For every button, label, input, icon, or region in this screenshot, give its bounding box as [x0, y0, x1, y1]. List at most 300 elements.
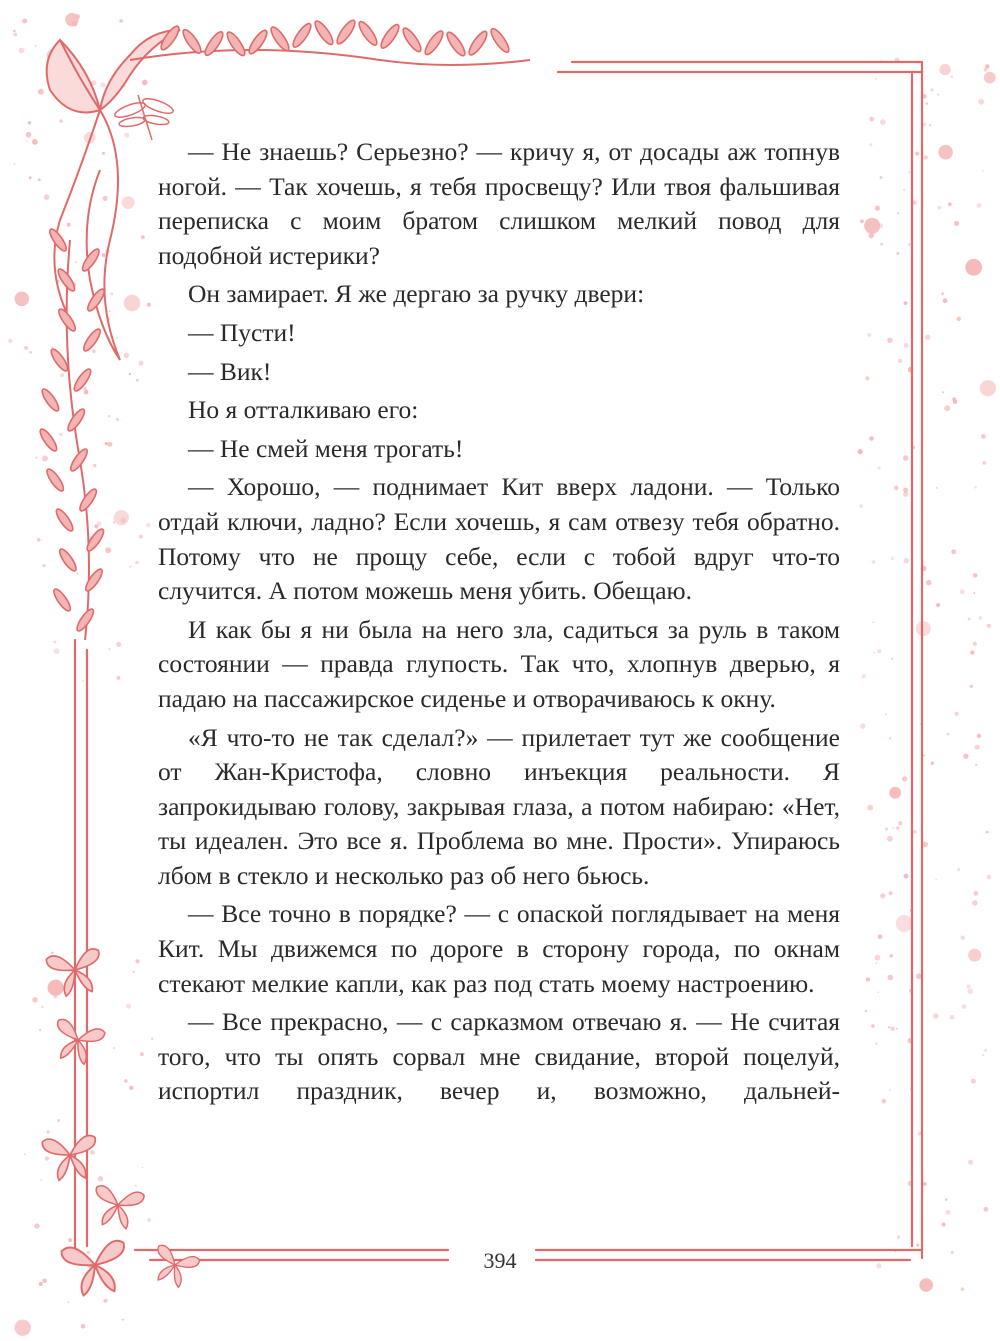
splatter-dot	[984, 1049, 987, 1052]
splatter-dot	[926, 102, 928, 104]
splatter-dot	[63, 965, 69, 971]
splatter-dot	[57, 1119, 60, 1122]
splatter-dot	[897, 1237, 899, 1239]
splatter-dot	[107, 317, 110, 320]
splatter-dot	[108, 648, 110, 650]
splatter-dot	[29, 176, 32, 179]
splatter-dot	[968, 949, 981, 962]
splatter-dot	[100, 82, 105, 87]
leaf-icon	[180, 27, 203, 55]
splatter-dot	[129, 373, 131, 375]
splatter-dot	[878, 935, 883, 940]
paragraph: — Вик!	[188, 356, 272, 386]
splatter-dot	[14, 292, 29, 307]
splatter-dot	[116, 337, 118, 339]
splatter-dot	[970, 685, 973, 688]
splatter-dot	[876, 962, 878, 964]
paragraph: Но я отталкиваю его:	[188, 395, 419, 425]
paragraph: И как бы я ни была на него зла, садиться за руль в таком состоянии — правда глупость. Так что, хлопнув дверью, я падаю на пассажирское сиденье и отворачиваюсь к окну.	[158, 614, 840, 713]
splatter-dot	[970, 651, 974, 655]
splatter-dot	[82, 680, 84, 682]
leaf-icon	[56, 307, 78, 333]
splatter-dot	[935, 879, 937, 881]
splatter-dot	[896, 826, 900, 830]
splatter-dot	[110, 292, 113, 295]
splatter-dot	[83, 387, 87, 391]
splatter-dot	[972, 900, 978, 906]
splatter-dot	[8, 339, 12, 343]
splatter-dot	[890, 954, 893, 957]
splatter-dot	[880, 176, 883, 179]
splatter-dot	[67, 223, 71, 227]
splatter-dot	[903, 488, 908, 493]
splatter-dot	[39, 1282, 43, 1286]
splatter-dot	[147, 1218, 151, 1222]
splatter-dot	[43, 564, 46, 567]
splatter-dot	[94, 524, 98, 528]
splatter-dot	[973, 573, 978, 578]
splatter-dot	[126, 1004, 131, 1009]
splatter-dot	[13, 33, 17, 37]
splatter-dot	[931, 88, 934, 91]
leaf-icon	[81, 327, 103, 353]
splatter-dot	[51, 952, 54, 955]
splatter-dot	[142, 80, 148, 86]
splatter-dot	[951, 1251, 954, 1254]
butterfly-icon	[49, 1018, 106, 1067]
splatter-dot	[124, 1079, 127, 1082]
splatter-dot	[85, 621, 89, 625]
splatter-dot	[15, 1320, 31, 1336]
splatter-dot	[894, 485, 899, 490]
splatter-dot	[887, 836, 893, 842]
splatter-dot	[904, 874, 909, 879]
splatter-dot	[948, 202, 952, 206]
splatter-dot	[973, 592, 975, 594]
paragraph: Он замирает. Я же дергаю за ручку двери:	[188, 279, 645, 309]
splatter-dot	[869, 117, 874, 122]
splatter-dot	[32, 997, 37, 1002]
splatter-dot	[923, 1182, 927, 1186]
splatter-dot	[943, 298, 948, 303]
splatter-dot	[110, 82, 115, 87]
splatter-dot	[90, 536, 95, 541]
splatter-dot	[87, 1172, 89, 1174]
splatter-dot	[130, 308, 132, 310]
leaf-icon	[47, 227, 69, 253]
splatter-dot	[967, 984, 971, 988]
splatter-dot	[912, 446, 916, 450]
splatter-dot	[865, 376, 869, 380]
splatter-dot	[35, 45, 37, 47]
splatter-dot	[908, 243, 911, 246]
splatter-dot	[955, 712, 959, 716]
splatter-dot	[26, 140, 28, 142]
splatter-dot	[860, 219, 864, 223]
splatter-dot	[860, 723, 865, 728]
splatter-dot	[973, 891, 978, 896]
paragraph: — Пусти!	[188, 317, 296, 347]
leaf-icon	[56, 267, 78, 293]
splatter-dot	[28, 121, 31, 124]
splatter-dot	[952, 397, 956, 401]
leaf-icon	[77, 487, 99, 513]
splatter-dot	[929, 124, 931, 126]
splatter-dot	[123, 86, 125, 88]
splatter-dot	[982, 170, 984, 172]
splatter-dot	[963, 754, 968, 759]
splatter-dot	[871, 1024, 874, 1027]
splatter-dot	[889, 1089, 891, 1091]
splatter-dot	[102, 196, 107, 201]
splatter-dot	[136, 379, 139, 382]
splatter-dot	[77, 572, 79, 574]
splatter-dot	[133, 971, 135, 973]
splatter-dot	[987, 875, 992, 880]
butterfly-icon	[42, 1135, 99, 1181]
splatter-dot	[75, 14, 80, 19]
splatter-dot	[891, 557, 894, 560]
splatter-dot	[968, 618, 971, 621]
splatter-dot	[893, 827, 895, 829]
splatter-dot	[916, 1243, 919, 1246]
splatter-dot	[124, 295, 141, 312]
splatter-dot	[912, 200, 916, 204]
splatter-dot	[965, 259, 982, 276]
leaf-icon	[312, 19, 335, 47]
splatter-dot	[84, 390, 89, 395]
splatter-dot	[925, 335, 930, 340]
splatter-dot	[880, 119, 886, 125]
splatter-dot	[882, 1099, 887, 1104]
leaf-icon	[51, 587, 73, 613]
splatter-dot	[977, 734, 981, 738]
splatter-dot	[951, 76, 953, 78]
splatter-dot	[91, 80, 96, 85]
splatter-dot	[865, 1010, 868, 1013]
splatter-dot	[885, 714, 887, 716]
splatter-dot	[907, 1038, 912, 1043]
splatter-dot	[938, 145, 953, 160]
paragraph: — Хорошо, — поднимает Кит вверх ладони. — Только отдай ключи, ладно? Если хочешь, я сам отвезу тебя обратно. Потому что не прощу себе, если с тобой вдруг что-то случится. А потом можешь меня убить. Обещаю.	[158, 472, 840, 606]
splatter-dot	[98, 1176, 103, 1181]
splatter-dot	[957, 868, 960, 871]
splatter-dot	[116, 418, 119, 421]
splatter-dot	[51, 346, 53, 348]
splatter-dot	[880, 60, 882, 62]
page-number: 394	[483, 1248, 517, 1273]
leaf-icon	[80, 247, 102, 273]
splatter-dot	[114, 510, 129, 525]
splatter-dot	[19, 48, 25, 54]
splatter-dot	[869, 143, 872, 146]
splatter-dot	[44, 194, 50, 200]
splatter-dot	[61, 489, 64, 492]
splatter-dot	[984, 68, 988, 72]
splatter-dot	[872, 560, 875, 563]
splatter-dot	[904, 343, 909, 348]
splatter-dot	[142, 1167, 144, 1169]
splatter-dot	[888, 975, 894, 981]
paragraph: — Все прекрасно, — с сарказмом отвечаю я. — Не считая того, что ты опять сорвал мне свидание, второй поцелуй, испортил праздник, вечер и, возможно, дальней-	[158, 1007, 840, 1106]
splatter-dot	[90, 1150, 94, 1154]
splatter-dot	[977, 203, 982, 208]
splatter-dot	[875, 955, 881, 961]
splatter-dot	[109, 311, 111, 313]
leaf-icon	[246, 28, 269, 56]
splatter-dot	[922, 94, 927, 99]
splatter-dot	[968, 1160, 973, 1165]
splatter-dot	[65, 13, 78, 26]
paragraph: «Я что-то не так сделал?» — прилетает тут же сообщение от Жан-Кристофа, словно инъекция реальности. Я запрокидываю голову, закрывая глаза, а потом набираю: «Нет, ты идеален. Это все я. Проблема во мне. Прости». Упираюсь лбом в стекло и несколько раз об него бьюсь.	[158, 722, 840, 890]
splatter-dot	[122, 196, 135, 209]
leaf-icon	[65, 407, 87, 433]
leaf-icon	[38, 427, 60, 453]
splatter-dot	[921, 566, 927, 572]
splatter-dot	[859, 504, 863, 508]
splatter-dot	[877, 649, 881, 653]
splatter-dot	[981, 434, 986, 439]
splatter-dot	[136, 959, 140, 963]
splatter-dot	[140, 1052, 144, 1056]
splatter-dot	[933, 1013, 939, 1019]
splatter-dot	[41, 1006, 44, 1009]
splatter-dot	[875, 1042, 878, 1045]
splatter-dot	[32, 139, 38, 145]
splatter-dot	[59, 433, 62, 436]
butterfly-icon	[46, 948, 106, 999]
leaf-icon	[85, 287, 107, 313]
splatter-dot	[961, 936, 965, 940]
splatter-dot	[877, 991, 879, 993]
chapter-text	[158, 135, 840, 1113]
leaf-icon	[466, 29, 489, 57]
leaf-icon	[57, 547, 79, 573]
splatter-dot	[985, 64, 989, 68]
leaf-icon	[356, 19, 379, 47]
splatter-dot	[896, 915, 913, 932]
splatter-dot	[888, 1026, 890, 1028]
splatter-dot	[124, 133, 129, 138]
splatter-dot	[22, 19, 27, 24]
splatter-dot	[885, 828, 888, 831]
splatter-dot	[898, 821, 902, 825]
splatter-dot	[141, 235, 145, 239]
splatter-dot	[903, 455, 909, 461]
splatter-dot	[68, 1301, 70, 1303]
splatter-dot	[931, 762, 934, 765]
leaf-icon	[224, 30, 247, 58]
splatter-dot	[60, 373, 64, 377]
leaf-icon	[400, 26, 423, 54]
splatter-dot	[987, 624, 991, 628]
splatter-dot	[14, 163, 16, 165]
splatter-dot	[37, 538, 41, 542]
leaf-icon	[444, 30, 467, 58]
splatter-dot	[910, 1088, 913, 1091]
splatter-dot	[947, 733, 950, 736]
splatter-dot	[950, 1015, 955, 1020]
splatter-dot	[117, 676, 121, 680]
splatter-dot	[68, 1238, 72, 1242]
leaf-icon	[488, 26, 511, 54]
splatter-dot	[873, 652, 875, 654]
splatter-dot	[908, 367, 914, 373]
splatter-dot	[47, 49, 60, 62]
splatter-dot	[867, 805, 873, 811]
splatter-dot	[139, 361, 144, 366]
splatter-dot	[982, 461, 986, 465]
splatter-dot	[59, 119, 63, 123]
splatter-dot	[54, 994, 58, 998]
splatter-dot	[978, 99, 984, 105]
splatter-dot	[869, 233, 875, 239]
splatter-dot	[875, 78, 877, 80]
splatter-dot	[45, 1156, 49, 1160]
splatter-dot	[88, 1263, 94, 1269]
splatter-dot	[102, 152, 105, 155]
splatter-dot	[944, 405, 950, 411]
splatter-dot	[48, 980, 64, 996]
splatter-dot	[123, 353, 129, 359]
splatter-dot	[866, 978, 870, 982]
splatter-dot	[975, 745, 980, 750]
splatter-dot	[896, 252, 899, 255]
splatter-dot	[72, 21, 78, 27]
splatter-dot	[82, 409, 85, 412]
splatter-dot	[891, 658, 893, 660]
splatter-dot	[982, 1054, 984, 1056]
splatter-dot	[119, 19, 122, 22]
splatter-dot	[896, 1028, 898, 1030]
splatter-dot	[913, 830, 917, 834]
butterfly-icon	[61, 1240, 130, 1298]
splatter-dot	[38, 89, 44, 95]
splatter-dot	[915, 152, 919, 156]
splatter-dot	[922, 842, 928, 848]
butterfly-icon	[148, 1244, 201, 1291]
splatter-dot	[919, 1278, 933, 1292]
splatter-dot	[891, 1027, 895, 1031]
leaf-icon	[40, 387, 62, 413]
splatter-dot	[40, 1179, 42, 1181]
splatter-dot	[135, 561, 139, 565]
splatter-dot	[147, 303, 151, 307]
splatter-dot	[116, 642, 121, 647]
splatter-dot	[39, 1029, 41, 1031]
splatter-dot	[864, 218, 880, 234]
splatter-dot	[875, 206, 880, 211]
splatter-dot	[47, 1131, 50, 1134]
splatter-dot	[139, 535, 143, 539]
splatter-dot	[146, 523, 151, 528]
splatter-dot	[42, 456, 48, 462]
splatter-dot	[961, 1287, 965, 1291]
leaf-icon	[202, 30, 225, 58]
splatter-dot	[87, 1251, 91, 1255]
splatter-dot	[942, 391, 944, 393]
splatter-dot	[954, 221, 959, 226]
splatter-dot	[918, 1132, 922, 1136]
leaf-icon	[334, 18, 357, 46]
splatter-dot	[903, 189, 905, 191]
leaf-icon	[85, 527, 107, 553]
leaf-icon	[72, 367, 94, 393]
splatter-dot	[879, 223, 884, 228]
splatter-dot	[889, 737, 891, 739]
splatter-dot	[880, 243, 883, 246]
splatter-dot	[53, 641, 56, 644]
splatter-dot	[70, 282, 76, 288]
splatter-dot	[889, 787, 901, 799]
splatter-dot	[978, 616, 982, 620]
splatter-dot	[945, 1198, 948, 1201]
splatter-dot	[92, 349, 96, 353]
splatter-dot	[974, 486, 977, 489]
leaf-icon	[378, 22, 401, 50]
splatter-dot	[975, 764, 977, 766]
splatter-dot	[908, 171, 911, 174]
splatter-dot	[894, 1250, 896, 1252]
splatter-dot	[887, 338, 892, 343]
splatter-dot	[910, 909, 913, 912]
splatter-dot	[75, 261, 77, 263]
splatter-dot	[920, 723, 922, 725]
leaf-icon	[44, 467, 66, 493]
splatter-dot	[107, 442, 112, 447]
leaf-icon	[268, 25, 291, 53]
splatter-dot	[97, 521, 102, 526]
splatter-dot	[984, 1207, 989, 1212]
leaf-icon	[422, 29, 445, 57]
splatter-dot	[130, 566, 132, 568]
splatter-dot	[962, 1004, 967, 1009]
splatter-dot	[898, 359, 902, 363]
splatter-dot	[13, 30, 16, 33]
splatter-dot	[108, 415, 111, 418]
splatter-dot	[135, 1185, 137, 1187]
splatter-dot	[129, 1086, 133, 1090]
splatter-dot	[61, 555, 67, 561]
butterfly-icon	[90, 1185, 144, 1231]
splatter-dot	[926, 580, 932, 586]
splatter-dot	[924, 155, 928, 159]
splatter-dot	[960, 589, 965, 594]
splatter-dot	[904, 558, 909, 563]
splatter-dot	[105, 442, 108, 445]
splatter-dot	[986, 831, 989, 834]
splatter-dot	[30, 351, 32, 353]
splatter-dot	[897, 212, 899, 214]
splatter-dot	[102, 253, 106, 257]
splatter-dot	[36, 457, 38, 459]
splatter-dot	[941, 292, 944, 295]
splatter-dot	[84, 132, 96, 144]
splatter-dot	[93, 464, 96, 467]
splatter-dot	[105, 249, 110, 254]
splatter-dot	[122, 1319, 124, 1321]
splatter-dot	[26, 132, 32, 138]
splatter-dot	[867, 333, 871, 337]
splatter-dot	[922, 123, 926, 127]
splatter-dot	[873, 621, 875, 623]
splatter-dot	[936, 603, 940, 607]
splatter-dot	[103, 1299, 107, 1303]
splatter-dot	[978, 266, 982, 270]
splatter-dot	[936, 487, 938, 489]
leaf-icon	[83, 567, 105, 593]
splatter-dot	[898, 1236, 900, 1238]
